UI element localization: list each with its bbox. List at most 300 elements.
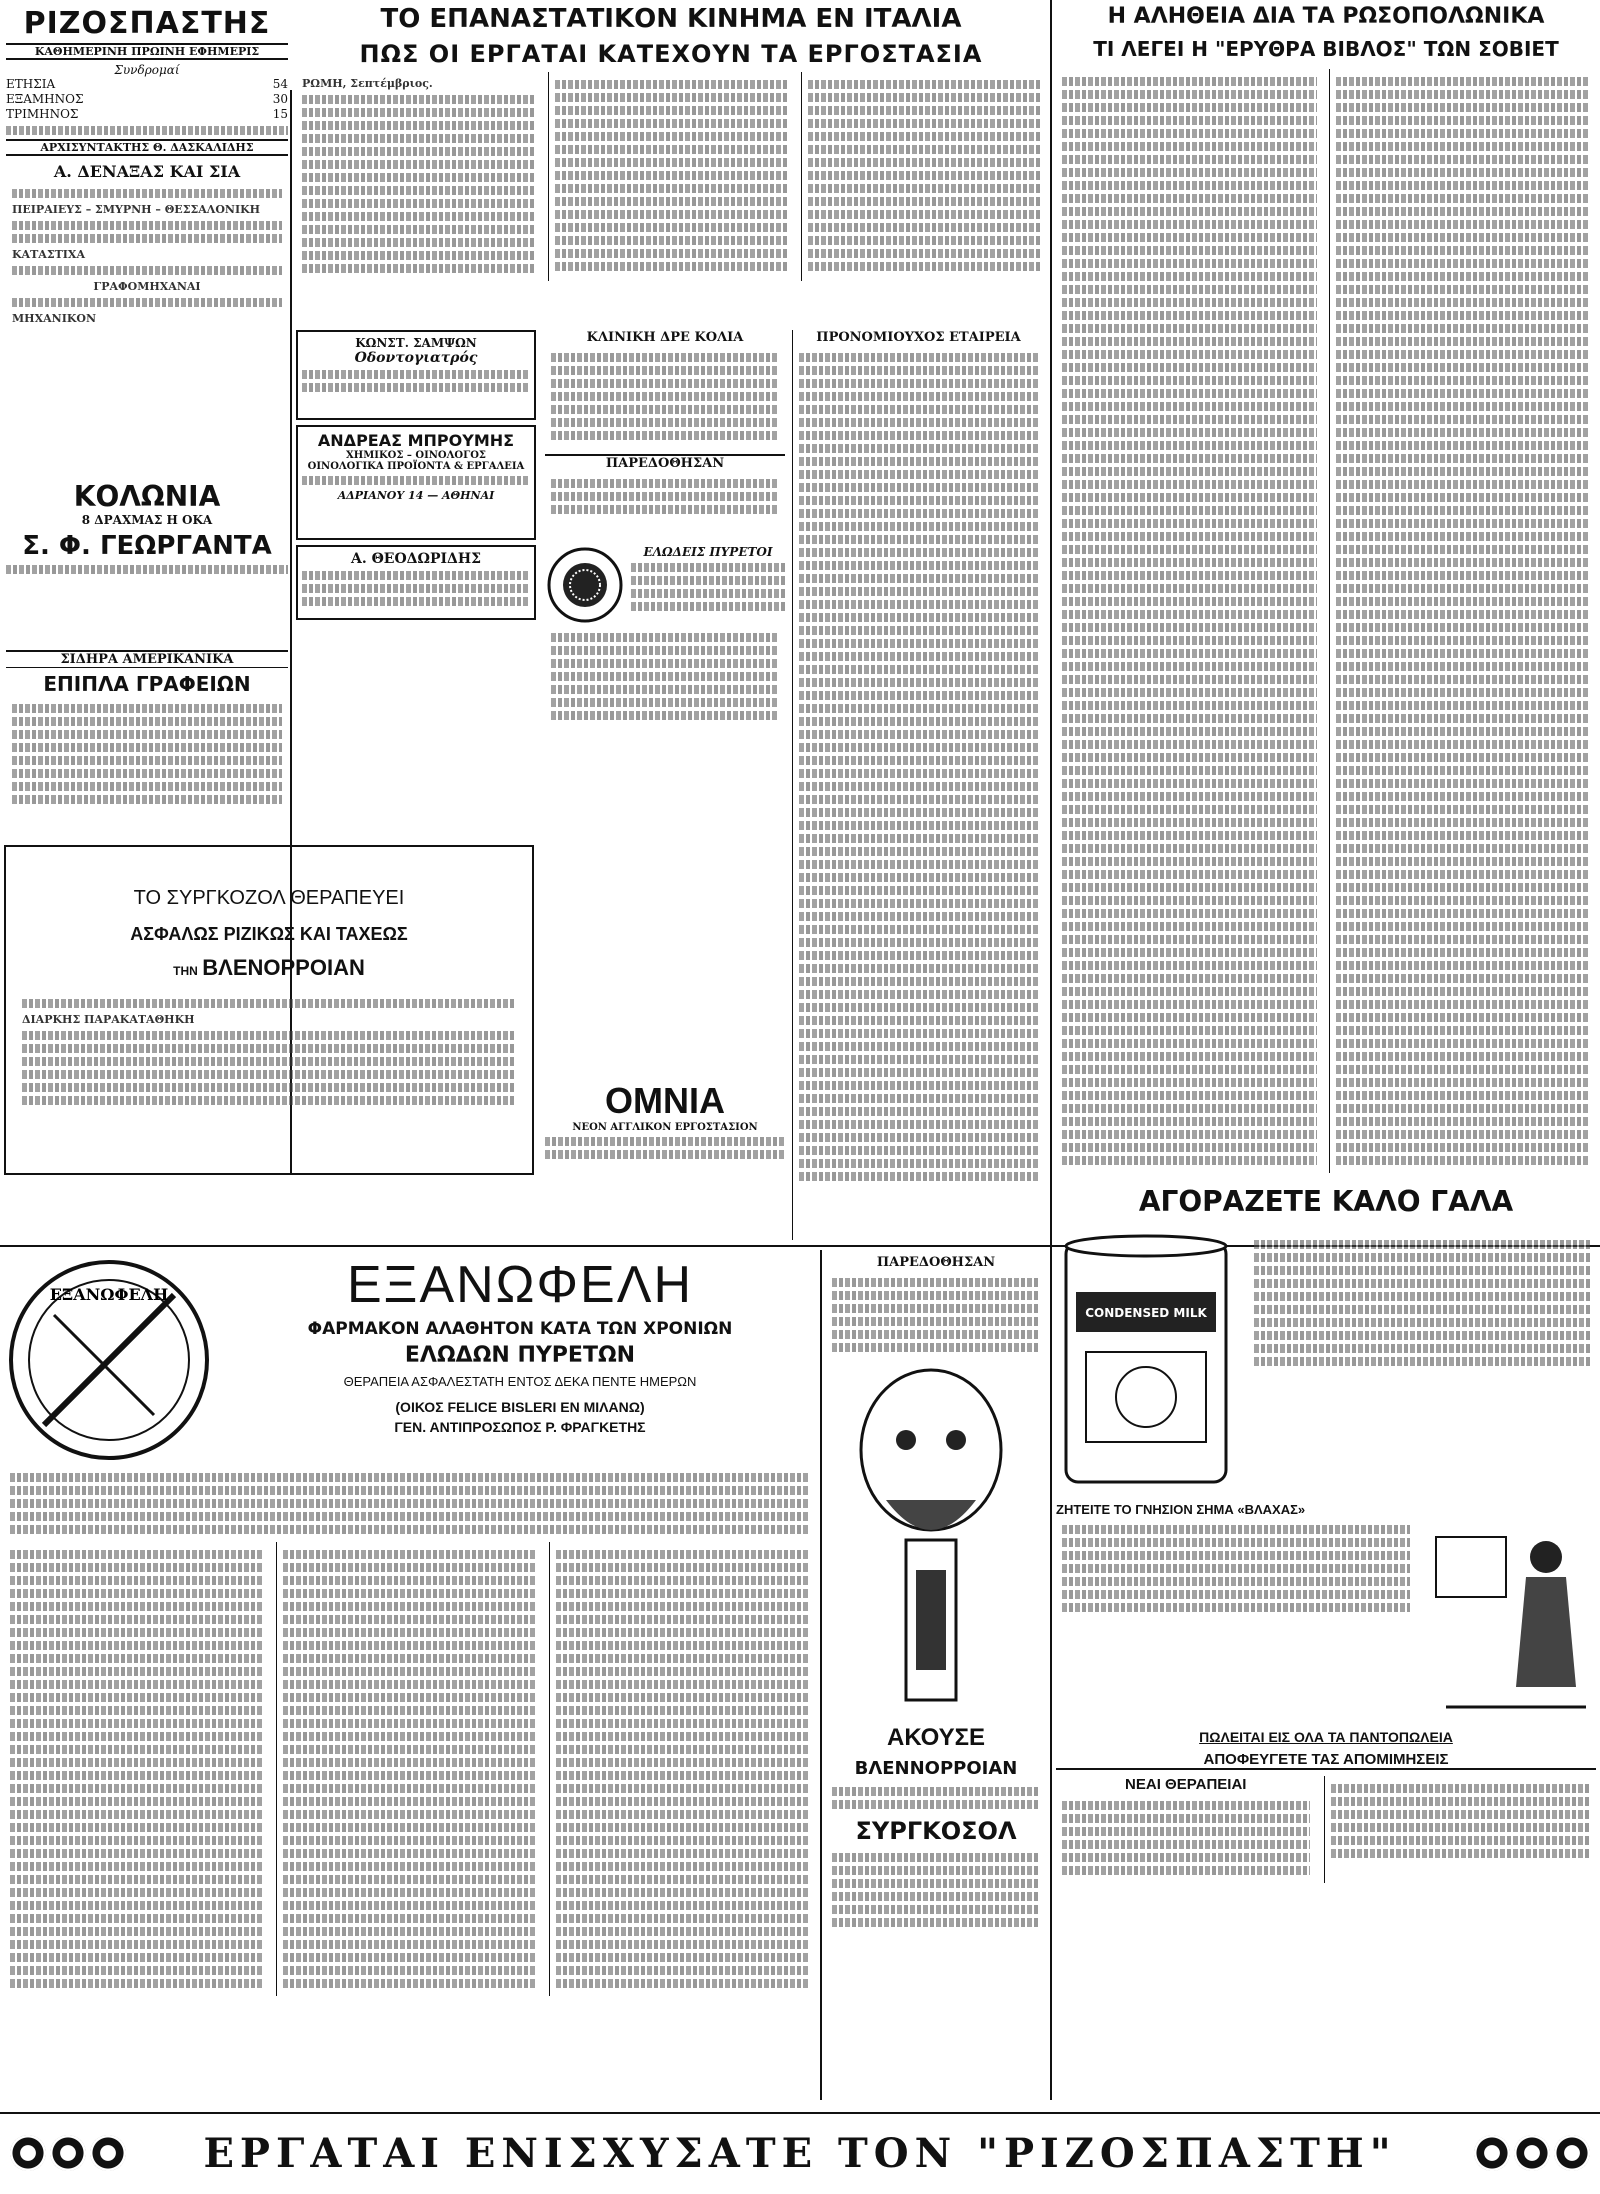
text-line [283, 1875, 537, 1884]
exanofeli-house: (ΟΙΚΟΣ FELICE BISLERI ΕΝ ΜΙΛΑΝΩ) [395, 1399, 645, 1415]
text-line [799, 1120, 1038, 1129]
clinic-ad [545, 330, 785, 540]
text-line [10, 1719, 264, 1728]
text-line [283, 1550, 537, 1559]
text-line [1336, 1000, 1591, 1009]
sub-row: ΤΡΙΜΗΝΟΣ 15 [6, 107, 288, 121]
text-line [1062, 532, 1317, 541]
text-line [1062, 337, 1317, 346]
text-line [1062, 1013, 1317, 1022]
text-line [1336, 389, 1591, 398]
text-line [1062, 259, 1317, 268]
text-line [1336, 441, 1591, 450]
text-line [283, 1927, 537, 1936]
text-line [799, 561, 1038, 570]
footer-slogan: ΕΡΓΑΤΑΙ ΕΝΙΣΧΥΣΑΤΕ ΤΟΝ "ΡΙΖΟΣΠΑΣΤΗ" [203, 2129, 1397, 2177]
text-line [556, 1732, 810, 1741]
text-line [556, 1940, 810, 1949]
text-line [799, 496, 1038, 505]
text-line [10, 1940, 264, 1949]
akouse-ad [826, 1255, 1046, 2105]
text-line [10, 1706, 264, 1715]
text-line [283, 1680, 537, 1689]
text-line [1336, 454, 1591, 463]
text-line [10, 1550, 264, 1559]
text-line [1336, 961, 1591, 970]
syrgkozol-line: ΤΟ ΣΥΡΓΚΟΖΟΛ ΘΕΡΑΠΕΥΕΙ [133, 887, 405, 909]
clinic-name: ΚΛΙΝΙΚΗ ΔΡΕ ΚΟΛΙΑ [586, 330, 744, 345]
text-line [1062, 597, 1317, 606]
milk-sold: ΠΩΛΕΙΤΑΙ ΕΙΣ ΟΛΑ ΤΑ ΠΑΝΤΟΠΩΛΕΙΑ [1199, 1729, 1453, 1745]
subscriptions-table [6, 77, 288, 122]
text-line [799, 574, 1038, 583]
exanofeli-ad [4, 1255, 816, 2105]
text-line [799, 769, 1038, 778]
text-line [283, 1589, 537, 1598]
text-line [1336, 623, 1591, 632]
text-line [556, 1563, 810, 1572]
text-line [1062, 753, 1317, 762]
text-line [799, 964, 1038, 973]
ornament-right [1474, 2135, 1590, 2171]
subscriptions-label: Συνδρομαί [114, 63, 180, 77]
text-line [1062, 1143, 1317, 1152]
text-line [556, 1953, 810, 1962]
omnia-sub: ΝΕΟΝ ΑΓΓΛΙΚΟΝ ΕΡΓΟΣΤΑΣΙΟΝ [572, 1122, 758, 1133]
text-line [283, 1563, 537, 1572]
chemist-products: ΟΙΝΟΛΟΓΙΚΑ ΠΡΟΪΟΝΤΑ & ΕΡΓΑΛΕΙΑ [307, 461, 525, 472]
text-line [1336, 402, 1591, 411]
text-line [1336, 935, 1591, 944]
text-line [1062, 636, 1317, 645]
text-line [1062, 558, 1317, 567]
text-line [1062, 1026, 1317, 1035]
text-line [799, 418, 1038, 427]
syrgkosol-label: ΣΥΡΓΚΟΣΟΛ [855, 1817, 1017, 1845]
firm-item: ΓΡΑΦΟΜΗΧΑΝΑΙ [93, 280, 201, 293]
text-line [556, 1654, 810, 1663]
text-line [799, 613, 1038, 622]
exanofeli-sub: ΕΛΩΔΩΝ ΠΥΡΕΤΩΝ [404, 1343, 636, 1368]
text-line [1336, 922, 1591, 931]
text-line [1062, 233, 1317, 242]
text-line [556, 1615, 810, 1624]
text-line [10, 1589, 264, 1598]
text-line [1336, 298, 1591, 307]
kolonia-title: ΚΟΛΩΝΙΑ [73, 480, 221, 513]
text-line [556, 1693, 810, 1702]
text-line [1336, 415, 1591, 424]
text-line [1062, 1104, 1317, 1113]
text-line [1062, 740, 1317, 749]
text-line [283, 1745, 537, 1754]
text-line [799, 639, 1038, 648]
text-line [1062, 441, 1317, 450]
text-line [1336, 883, 1591, 892]
article-headline: ΤΙ ΛΕΓΕΙ Η "ΕΡΥΘΡΑ ΒΙΒΛΟΣ" ΤΩΝ ΣΟΒΙΕΤ [1093, 37, 1559, 61]
text-line [1062, 623, 1317, 632]
text-line [283, 1706, 537, 1715]
text-line [1336, 1104, 1591, 1113]
text-line [10, 1836, 264, 1845]
text-line [1336, 714, 1591, 723]
article-column [1329, 69, 1597, 1173]
text-line [1336, 792, 1591, 801]
text-line [1062, 675, 1317, 684]
text-line [283, 1615, 537, 1624]
kolonia-merchant: Σ. Φ. ΓΕΩΡΓΑΝΤΑ [22, 531, 272, 561]
text-line [799, 743, 1038, 752]
text-line [1336, 207, 1591, 216]
text-line [283, 1732, 537, 1741]
article-column [1056, 69, 1323, 1173]
text-line [1062, 324, 1317, 333]
text-line [1062, 1091, 1317, 1100]
soviet-article [1056, 4, 1596, 1174]
text-line [1062, 662, 1317, 671]
dentist-name: ΚΩΝΣΤ. ΣΑΜΨΩΝ [355, 336, 477, 350]
text-line [10, 1862, 264, 1871]
text-line [1336, 974, 1591, 983]
text-line [1062, 350, 1317, 359]
testimonial-column [549, 1542, 816, 1996]
text-line [1336, 337, 1591, 346]
text-line [556, 1745, 810, 1754]
text-line [799, 912, 1038, 921]
chemist-address: ΑΔΡΙΑΝΟΥ 14 — ΑΘΗΝΑΙ [337, 489, 495, 502]
text-line [556, 1628, 810, 1637]
sidira-title: ΣΙΔΗΡΑ ΑΜΕΡΙΚΑΝΙΚΑ [6, 650, 288, 668]
text-line [10, 1914, 264, 1923]
text-line [1336, 909, 1591, 918]
text-line [1062, 272, 1317, 281]
text-line [799, 1172, 1038, 1181]
column-rule [1050, 0, 1052, 1250]
company-title: ΠΡΟΝΟΜΙΟΥΧΟΣ ΕΤΑΙΡΕΙΑ [816, 330, 1021, 345]
omnia-ad [545, 1080, 785, 1180]
text-line [1336, 545, 1591, 554]
article-column [548, 72, 793, 281]
text-line [1062, 376, 1317, 385]
text-line [1062, 779, 1317, 788]
firm-name: Α. ΔΕΝΑΞΑΣ ΚΑΙ ΣΙΑ [53, 162, 241, 181]
text-line [556, 1875, 810, 1884]
text-line [1062, 181, 1317, 190]
text-line [10, 1667, 264, 1676]
text-line [1062, 467, 1317, 476]
exanofeli-sub: ΦΑΡΜΑΚΟΝ ΑΛΑΘΗΤΟΝ ΚΑΤΑ ΤΩΝ ΧΡΟΝΙΩΝ [307, 1319, 733, 1339]
text-line [1336, 753, 1591, 762]
new-therapies-title: ΝΕΑΙ ΘΕΡΑΠΕΙΑΙ [1125, 1776, 1247, 1793]
text-line [799, 730, 1038, 739]
text-line [556, 1901, 810, 1910]
text-line [283, 1862, 537, 1871]
text-line [1062, 831, 1317, 840]
text-line [799, 717, 1038, 726]
text-line [556, 1797, 810, 1806]
article-columns [1056, 69, 1596, 1173]
text-line [10, 1810, 264, 1819]
text-line [799, 990, 1038, 999]
akouse-label: ΑΚΟΥΣΕ [887, 1724, 985, 1751]
text-line [1336, 649, 1591, 658]
text-line [799, 1094, 1038, 1103]
text-line [10, 1654, 264, 1663]
text-line [283, 1602, 537, 1611]
chemist-name: ΑΝΔΡΕΑΣ ΜΠΡΟΥΜΗΣ [317, 431, 515, 450]
text-line [1336, 1078, 1591, 1087]
fever-ad [545, 545, 785, 775]
text-line [1062, 220, 1317, 229]
text-line [1062, 649, 1317, 658]
text-line [1062, 454, 1317, 463]
masthead [6, 6, 288, 326]
firm-item: ΜΗΧΑΝΙΚΟΝ [12, 312, 97, 325]
text-line [799, 873, 1038, 882]
text-line [1336, 493, 1591, 502]
article-column [801, 72, 1046, 281]
text-line [799, 1068, 1038, 1077]
dentist-ad [296, 330, 536, 420]
text-line [1336, 77, 1591, 86]
text-line [556, 1576, 810, 1585]
text-line [556, 1979, 810, 1988]
text-line [556, 1771, 810, 1780]
text-line [799, 652, 1038, 661]
text-line [10, 1797, 264, 1806]
text-line [10, 1576, 264, 1585]
text-line [799, 808, 1038, 817]
text-line [283, 1784, 537, 1793]
doctor-ad [296, 545, 536, 620]
rosette-icon [90, 2135, 126, 2171]
text-line [1062, 493, 1317, 502]
text-line [1062, 961, 1317, 970]
old-man-illustration-icon [826, 1360, 1036, 1720]
masthead-title: ΡΙΖΟΣΠΑΣΤΗΣ [23, 6, 271, 41]
text-line [1062, 207, 1317, 216]
text-line [1062, 714, 1317, 723]
text-line [799, 522, 1038, 531]
text-line [799, 444, 1038, 453]
text-line [1062, 974, 1317, 983]
text-line [10, 1979, 264, 1988]
text-line [10, 1563, 264, 1572]
text-line [799, 1159, 1038, 1168]
text-line [10, 1771, 264, 1780]
text-line [10, 1693, 264, 1702]
milk-headline: ΑΓΟΡΑΖΕΤΕ ΚΑΛΟ ΓΑΛΑ [1138, 1185, 1514, 1218]
text-line [1336, 129, 1591, 138]
text-line [1336, 142, 1591, 151]
director-label: ΑΡΧΙΣΥΝΤΑΚΤΗΣ Θ. ΔΑΣΚΑΛΙΔΗΣ [6, 139, 288, 156]
text-line [799, 951, 1038, 960]
article-column [296, 72, 540, 281]
text-line [1062, 792, 1317, 801]
text-line [1336, 233, 1591, 242]
text-line [283, 1771, 537, 1780]
text-line [556, 1810, 810, 1819]
rosette-icon [50, 2135, 86, 2171]
text-line [799, 483, 1038, 492]
text-line [556, 1927, 810, 1936]
text-line [283, 1719, 537, 1728]
exanofeli-seal-icon [4, 1255, 214, 1465]
text-line [1062, 142, 1317, 151]
text-line [556, 1836, 810, 1845]
text-line [799, 379, 1038, 388]
text-line [1336, 220, 1591, 229]
syrgkozol-line: ΤΗΝ [173, 964, 198, 978]
text-line [283, 1628, 537, 1637]
text-line [1062, 766, 1317, 775]
text-line [799, 1146, 1038, 1155]
text-line [799, 1081, 1038, 1090]
dentist-role: Οδοντογιατρός [354, 350, 478, 366]
text-line [1062, 922, 1317, 931]
text-line [1336, 480, 1591, 489]
text-line [283, 1901, 537, 1910]
text-line [556, 1784, 810, 1793]
text-line [1062, 246, 1317, 255]
text-line [1062, 77, 1317, 86]
text-line [1336, 155, 1591, 164]
text-line [1062, 909, 1317, 918]
text-line [799, 1055, 1038, 1064]
exanofeli-sub: ΘΕΡΑΠΕΙΑ ΑΣΦΑΛΕΣΤΑΤΗ ΕΝΤΟΣ ΔΕΚΑ ΠΕΝΤΕ ΗΜΕΡΩΝ [343, 1374, 697, 1389]
text-line [799, 1133, 1038, 1142]
text-line [1336, 324, 1591, 333]
article-kicker: ΤΟ ΕΠΑΝΑΣΤΑΤΙΚΟΝ ΚΙΝΗΜΑ ΕΝ ΙΤΑΛΙΑ [380, 4, 962, 34]
text-line [1062, 545, 1317, 554]
text-line [1062, 883, 1317, 892]
text-line [799, 756, 1038, 765]
text-line [799, 886, 1038, 895]
text-line [1062, 103, 1317, 112]
text-line [1336, 636, 1591, 645]
text-line [799, 938, 1038, 947]
text-line [799, 691, 1038, 700]
text-line [799, 1016, 1038, 1025]
text-line [283, 1693, 537, 1702]
text-line [283, 1654, 537, 1663]
text-line [1336, 272, 1591, 281]
text-line [6, 126, 288, 135]
text-line [1336, 597, 1591, 606]
text-line [1062, 1000, 1317, 1009]
text-line [799, 1042, 1038, 1051]
text-line [799, 899, 1038, 908]
text-line [1062, 90, 1317, 99]
text-line [1062, 428, 1317, 437]
text-line [1062, 1117, 1317, 1126]
text-line [1336, 194, 1591, 203]
text-line [1336, 1156, 1591, 1165]
text-line [1336, 532, 1591, 541]
rosette-icon [10, 2135, 46, 2171]
rosette-icon [1474, 2135, 1510, 2171]
fever-title: ΕΛΩΔΕΙΣ ΠΥΡΕΤΟΙ [643, 545, 773, 559]
text-line [799, 626, 1038, 635]
text-line [799, 392, 1038, 401]
text-line [1062, 844, 1317, 853]
chemist-ad [296, 425, 536, 540]
text-line [1062, 116, 1317, 125]
text-line [1062, 506, 1317, 515]
text-line [556, 1914, 810, 1923]
text-line [10, 1953, 264, 1962]
text-line [1336, 311, 1591, 320]
text-line [1336, 701, 1591, 710]
text-line [1336, 168, 1591, 177]
text-line [283, 1641, 537, 1650]
text-line [10, 1628, 264, 1637]
text-line [283, 1940, 537, 1949]
text-line [1336, 181, 1591, 190]
text-line [10, 1745, 264, 1754]
syrgkozol-ad [4, 845, 534, 1175]
epipla-ad [6, 650, 288, 840]
text-line [1062, 519, 1317, 528]
text-line [799, 977, 1038, 986]
text-line [799, 535, 1038, 544]
text-line [1062, 389, 1317, 398]
text-line [1336, 844, 1591, 853]
text-line [799, 821, 1038, 830]
text-line [1336, 285, 1591, 294]
text-line [1062, 480, 1317, 489]
syrgkozol-line: ΑΣΦΑΛΩΣ ΡΙΖΙΚΩΣ ΚΑΙ ΤΑΧΕΩΣ [130, 924, 408, 944]
company-article [792, 330, 1044, 1240]
testimonial-columns [4, 1542, 816, 1996]
milk-ad [1056, 1185, 1596, 2105]
text-line [1062, 1078, 1317, 1087]
text-line [1336, 831, 1591, 840]
text-line [556, 1862, 810, 1871]
text-line [283, 1953, 537, 1962]
milk-can-icon [1056, 1232, 1236, 1492]
text-line [1062, 727, 1317, 736]
text-line [556, 1706, 810, 1715]
chemist-role: ΧΗΜΙΚΟΣ – ΟΙΝΟΛΟΓΟΣ [346, 450, 486, 461]
text-line [1062, 1130, 1317, 1139]
text-line [1062, 948, 1317, 957]
text-line [799, 366, 1038, 375]
masthead-subtitle: ΚΑΘΗΜΕΡΙΝΗ ΠΡΩΙΝΗ ΕΦΗΜΕΡΙΣ [6, 43, 288, 60]
text-line [1336, 688, 1591, 697]
testimonial-column [276, 1542, 543, 1996]
text-line [556, 1849, 810, 1858]
testimonial-column [4, 1542, 270, 1996]
text-line [1336, 662, 1591, 671]
text-line [1336, 948, 1591, 957]
column-rule [1050, 1250, 1052, 2100]
text-line [556, 1641, 810, 1650]
text-line [1336, 259, 1591, 268]
text-line [1336, 1091, 1591, 1100]
text-line [1062, 1052, 1317, 1061]
kolonia-price: 8 ΔΡΑΧΜΑΣ Η ΟΚΑ [81, 513, 213, 527]
text-line [1336, 870, 1591, 879]
text-line [283, 1836, 537, 1845]
text-line [1062, 987, 1317, 996]
text-line [799, 548, 1038, 557]
text-line [799, 834, 1038, 843]
doctor-name: Α. ΘΕΟΔΩΡΙΔΗΣ [350, 551, 482, 567]
text-line [799, 353, 1038, 362]
text-line [283, 1758, 537, 1767]
text-line [1336, 90, 1591, 99]
